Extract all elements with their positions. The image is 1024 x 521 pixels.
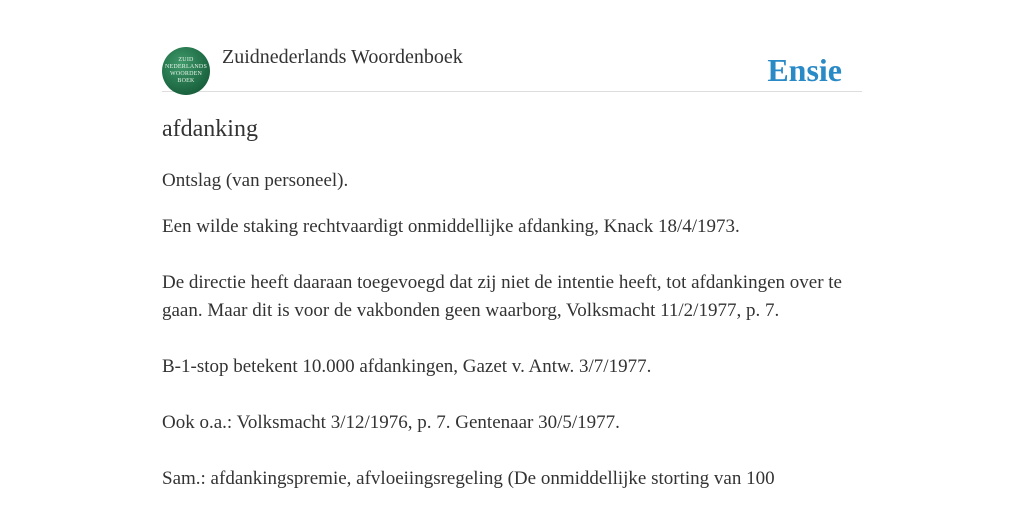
page-title: afdanking: [162, 116, 258, 142]
definition: Ontslag (van personeel).: [162, 170, 349, 191]
logo-line: NEDERLANDS: [165, 64, 207, 70]
quote-item: B-1-stop betekent 10.000 afdankingen, Gazet v. Antw. 3/7/1977.: [162, 356, 652, 377]
quote-item: Ook o.a.: Volksmacht 3/12/1976, p. 7. Gentenaar 30/5/1977.: [162, 412, 620, 433]
quote-item: Sam.: afdankingspremie, afvloeiingsregeling (De onmiddellijke storting van 100: [162, 468, 775, 489]
logo-line: ZUID: [178, 57, 194, 63]
source-title-link[interactable]: Zuidnederlands Woordenboek: [222, 46, 463, 68]
source-logo[interactable]: [162, 47, 210, 95]
logo-line: WOORDEN: [169, 71, 203, 77]
logo-line: BOEK: [177, 78, 195, 84]
header: [162, 44, 862, 92]
ensie-logo-link[interactable]: Ensie: [767, 52, 842, 88]
quote-item: Een wilde staking rechtvaardigt onmiddellijke afdanking, Knack 18/4/1973.: [162, 216, 740, 237]
quotes-list: [162, 213, 862, 521]
page: [162, 0, 862, 512]
quote-item: De directie heeft daaraan toegevoegd dat zij niet de intentie heeft, tot afdankingen over te gaan. Maar dit is voor de vakbonden geen waarborg, Volksmacht 11/2/1977, p. 7.: [162, 272, 842, 321]
